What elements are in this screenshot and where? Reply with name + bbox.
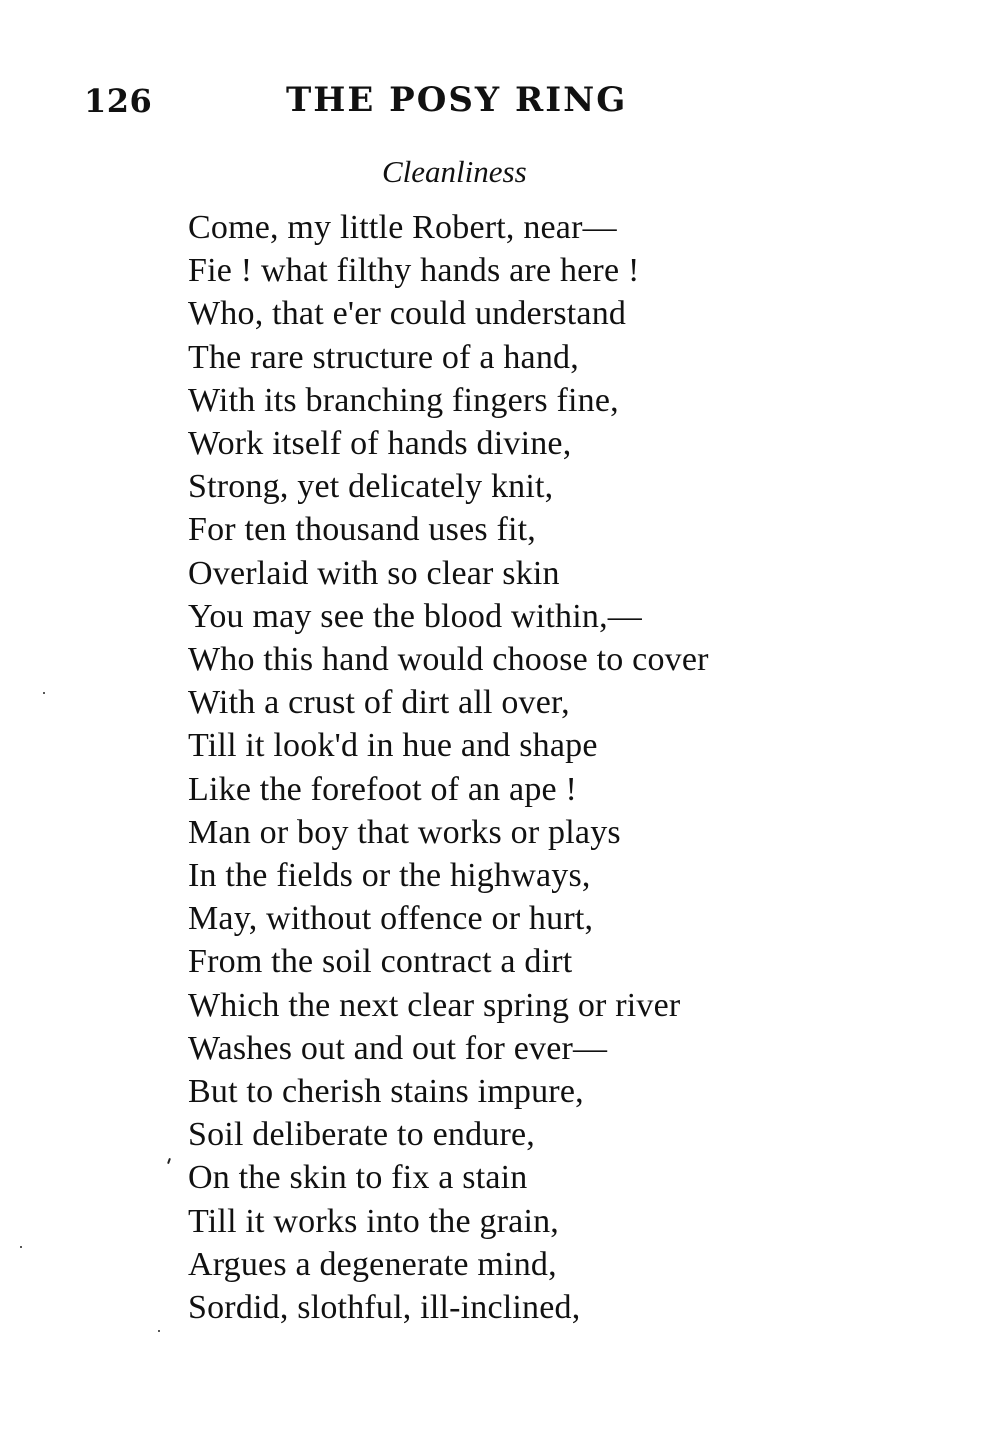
poem-line: Strong, yet delicately knit, xyxy=(188,468,554,506)
poem-line: Man or boy that works or plays xyxy=(188,813,621,851)
poem-line: The rare structure of a hand, xyxy=(188,338,579,376)
poem-line: From the soil contract a dirt xyxy=(188,943,573,981)
poem-line: For ten thousand uses fit, xyxy=(188,511,537,549)
running-title: THE POSY RING xyxy=(286,80,628,120)
poem-line: Come, my little Robert, near— xyxy=(188,209,617,246)
poem-line: Who this hand would choose to cover xyxy=(188,641,709,679)
poem-line: Like the forefoot of an ape ! xyxy=(188,770,578,808)
scan-speck xyxy=(43,692,45,694)
page-number: 126 xyxy=(84,82,153,120)
poem-line: Soil deliberate to endure, xyxy=(188,1116,535,1154)
poem-line: Sordid, slothful, ill-inclined, xyxy=(188,1289,581,1327)
poem-line: Washes out and out for ever— xyxy=(188,1029,608,1067)
scan-speck xyxy=(158,1330,160,1332)
poem-line: In the fields or the highways, xyxy=(188,857,591,895)
poem-line: With a crust of dirt all over, xyxy=(188,684,570,722)
poem-line: Till it works into the grain, xyxy=(188,1202,560,1240)
poem-line: Which the next clear spring or river xyxy=(188,986,681,1024)
poem-line: Who, that e'er could understand xyxy=(188,295,627,333)
poem-title: Cleanliness xyxy=(382,154,527,189)
poem-line: Argues a degenerate mind, xyxy=(188,1245,557,1283)
poem-line: But to cherish stains impure, xyxy=(188,1073,584,1111)
poem-line: Work itself of hands divine, xyxy=(188,425,572,463)
poem-line: Fie ! what filthy hands are here ! xyxy=(188,252,640,290)
scan-speck xyxy=(20,1246,22,1248)
poem-line: With its branching fingers fine, xyxy=(188,381,619,419)
scan-speck xyxy=(167,1158,171,1164)
poem-line: Overlaid with so clear skin xyxy=(188,554,560,592)
poem-line: May, without offence or hurt, xyxy=(188,900,594,938)
poem-line: You may see the blood within,— xyxy=(188,597,642,635)
poem-line: On the skin to fix a stain xyxy=(188,1159,528,1197)
poem-body xyxy=(188,206,928,1329)
poem-line: Till it look'd in hue and shape xyxy=(188,727,598,765)
